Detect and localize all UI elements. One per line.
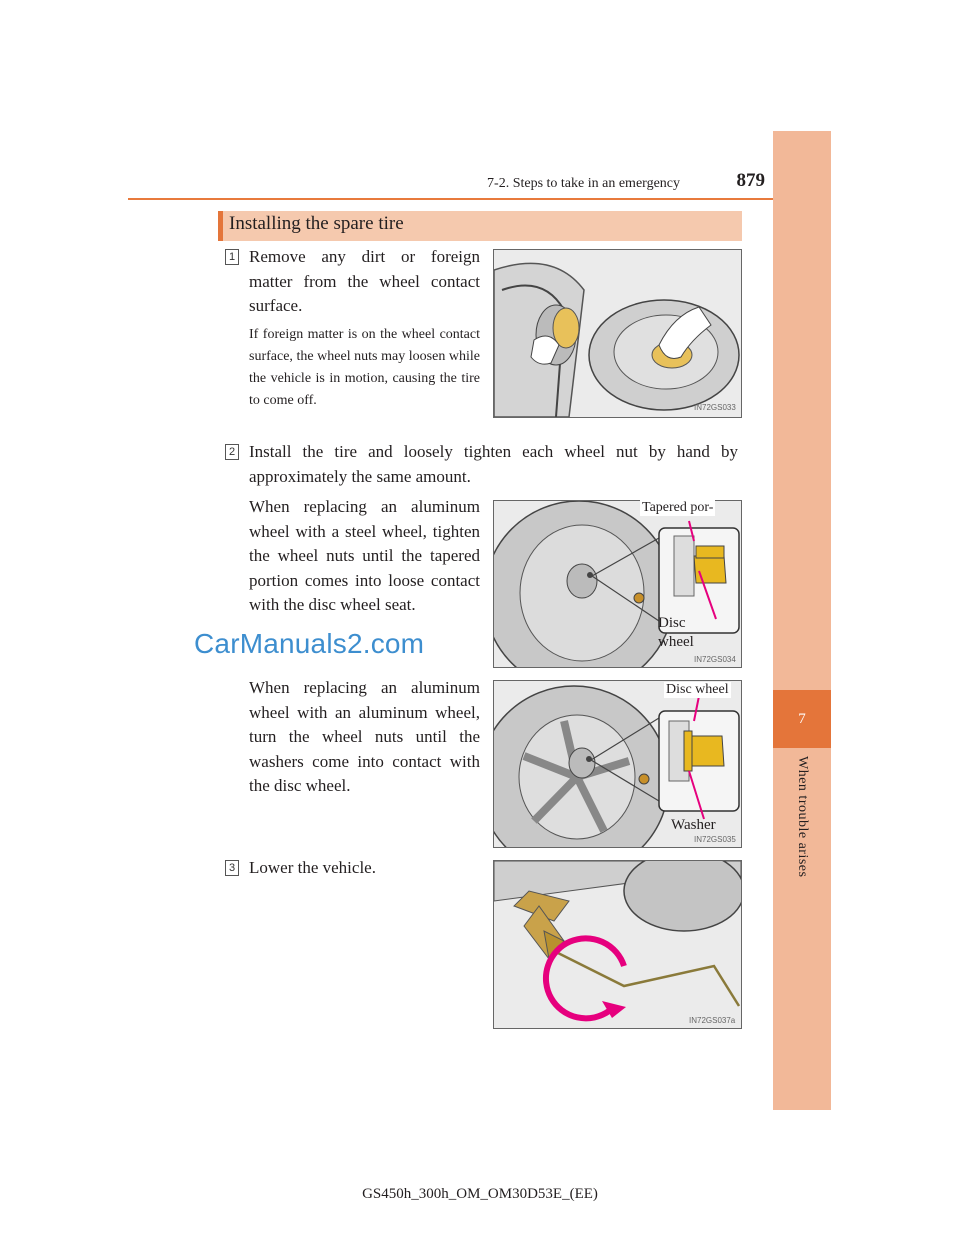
svg-text:IN72GS037a: IN72GS037a <box>689 1016 736 1025</box>
step-2b-text: When replacing an aluminum wheel with an aluminum wheel, turn the wheel nuts until the washers come into contact with the disc wheel. <box>249 678 480 795</box>
footer-code: GS450h_300h_OM_OM30D53E_(EE) <box>362 1186 598 1202</box>
page-number: 879 <box>736 170 765 191</box>
svg-text:IN72GS033: IN72GS033 <box>694 403 736 412</box>
step-2-text: Install the tire and loosely tighten each wheel nut by hand by approximately the same amount. <box>249 442 738 486</box>
step-number-1: 1 <box>225 249 239 265</box>
label-disc-wheel: Disc wheel <box>658 615 694 650</box>
section-title: Installing the spare tire <box>229 213 404 234</box>
label-tapered-portion: Tapered por- <box>642 500 714 515</box>
figure-clean-contact-surface <box>493 249 742 418</box>
step-number-3: 3 <box>225 860 239 876</box>
header-rule <box>128 198 831 200</box>
step-3-text: Lower the vehicle. <box>249 858 376 877</box>
running-header: 7-2. Steps to take in an emergency <box>487 176 680 191</box>
step-1-note: If foreign matter is on the wheel contact surface, the wheel nuts may loosen while the vehicle is in motion, causing the tire to come off. <box>249 327 480 408</box>
step-2a-text: When replacing an aluminum wheel with a steel wheel, tighten the wheel nuts until the tapered portion comes into loose contact with the disc wheel seat. <box>249 497 480 614</box>
step-1-text: Remove any dirt or foreign matter from the wheel contact surface. <box>249 247 480 315</box>
watermark: CarManuals2.com <box>194 628 425 659</box>
chapter-tab <box>773 131 831 1110</box>
svg-text:IN72GS035: IN72GS035 <box>694 835 736 844</box>
chapter-title: When trouble arises <box>795 756 810 878</box>
label-disc-wheel-2: Disc wheel <box>666 682 729 697</box>
label-washer: Washer <box>671 817 716 833</box>
chapter-number: 7 <box>773 690 831 748</box>
figure-lower-vehicle <box>493 860 742 1029</box>
svg-text:IN72GS034: IN72GS034 <box>694 655 736 664</box>
step-number-2: 2 <box>225 444 239 460</box>
